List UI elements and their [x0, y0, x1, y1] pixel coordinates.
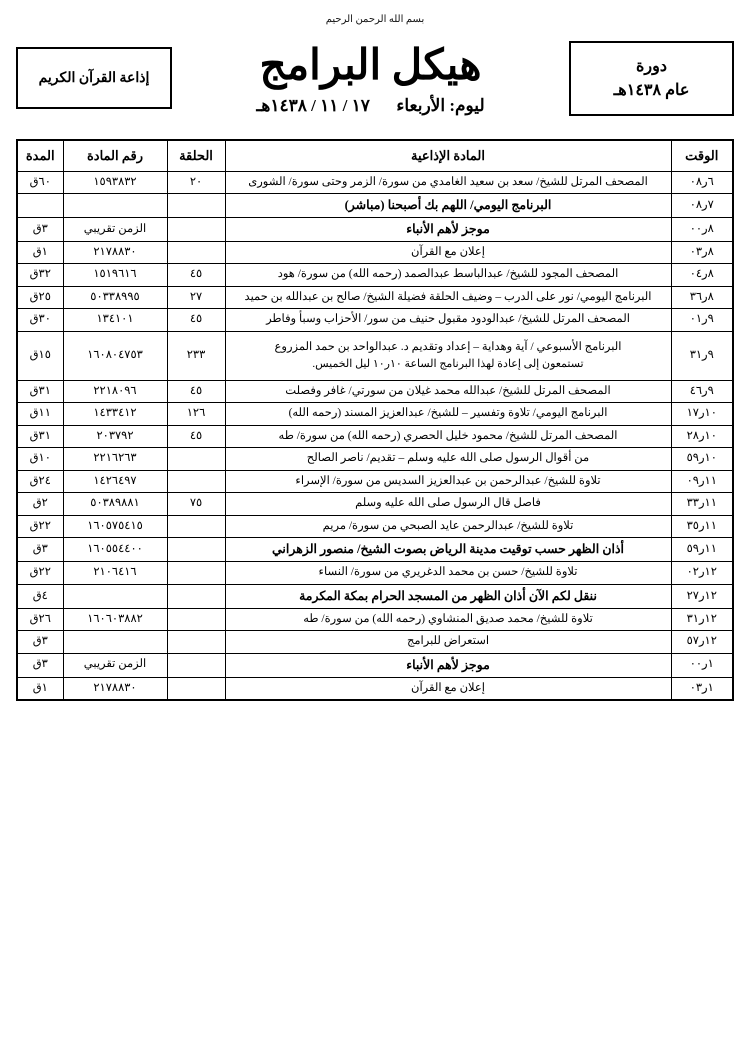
- cell-material-number: ١٦٠٥٥٤٤٠٠: [63, 538, 167, 562]
- cell-episode: ٢٧: [167, 286, 225, 309]
- material-text: المصحف المرتل للشيخ/ عبدالله محمد غيلان من سورتي/ غافر وفصلت: [285, 384, 611, 397]
- cell-material-number: ٢١٧٨٨٣٠: [63, 677, 167, 700]
- table-header-row: [17, 140, 733, 171]
- material-text: البرنامج اليومي/ تلاوة وتفسير – للشيخ/ عبدالعزيز المسند (رحمه الله): [288, 407, 608, 420]
- cell-material: [225, 631, 671, 654]
- cell-duration: ٢٦ق: [17, 608, 63, 631]
- cell-duration: ٣ق: [17, 217, 63, 241]
- material-text: البرنامج الأسبوعي / آية وهداية – إعداد وتقديم د. عبدالواحد بن حمد المزروع: [274, 341, 622, 353]
- cell-episode: [167, 562, 225, 585]
- cell-episode: ٤٥: [167, 425, 225, 448]
- cycle-box-inner: [614, 55, 690, 103]
- cell-material: [225, 403, 671, 426]
- station-name-label: إذاعة القرآن الكريم: [38, 70, 150, 86]
- cell-duration: ٤ق: [17, 584, 63, 608]
- material-text: المصحف المجود للشيخ/ عبدالباسط عبدالصمد (رحمه الله) من سورة/ هود: [277, 268, 619, 281]
- cell-episode: [167, 194, 225, 218]
- cell-material: [225, 653, 671, 677]
- cell-material: [225, 331, 671, 380]
- cell-material: [225, 264, 671, 287]
- schedule-table-body: [17, 171, 733, 700]
- cell-duration: ٣ق: [17, 538, 63, 562]
- material-text: إعلان مع القرآن: [411, 245, 485, 258]
- cell-time: ١١ر٠٩: [671, 470, 733, 493]
- column-header-duration: المدة: [17, 140, 63, 171]
- table-row: [17, 584, 733, 608]
- cell-duration: ٣١ق: [17, 425, 63, 448]
- material-text: موجز لأهم الأنباء: [406, 221, 490, 236]
- cell-duration: ٣ق: [17, 631, 63, 654]
- cell-duration: ٣٢ق: [17, 264, 63, 287]
- cell-episode: [167, 241, 225, 264]
- table-row: [17, 653, 733, 677]
- cell-episode: ١٢٦: [167, 403, 225, 426]
- material-text: البرنامج اليومي/ اللهم بك أصبحنا (مباشر): [344, 198, 552, 213]
- cell-duration: ٢ق: [17, 493, 63, 516]
- cell-material-number: ٢١٧٨٨٣٠: [63, 241, 167, 264]
- cell-episode: [167, 538, 225, 562]
- cell-time: ١٠ر١٧: [671, 403, 733, 426]
- title-block: [172, 31, 569, 129]
- column-header-time: الوقت: [671, 140, 733, 171]
- cycle-year: عام ١٤٣٨هـ: [613, 81, 690, 99]
- table-row: [17, 194, 733, 218]
- table-row: [17, 425, 733, 448]
- cell-episode: [167, 653, 225, 677]
- table-row: [17, 286, 733, 309]
- cell-time: ٦ر٠٨: [671, 171, 733, 194]
- table-row: [17, 380, 733, 403]
- page-title: هيكل البرامج: [259, 42, 482, 89]
- cell-time: ١ر٠٣: [671, 677, 733, 700]
- cell-time: ١١ر٣٣: [671, 493, 733, 516]
- cell-duration: ٦٠ق: [17, 171, 63, 194]
- cell-material: [225, 493, 671, 516]
- material-text: تلاوة للشيخ/ عبدالرحمن بن عبدالعزيز السديس من سورة/ الإسراء: [295, 474, 601, 487]
- table-row: [17, 631, 733, 654]
- cell-episode: [167, 448, 225, 471]
- cell-material: [225, 380, 671, 403]
- material-text: إعلان مع القرآن: [411, 681, 485, 694]
- cell-time: ١٢ر٣١: [671, 608, 733, 631]
- cell-time: ١٠ر٢٨: [671, 425, 733, 448]
- cell-time: ٩ر٤٦: [671, 380, 733, 403]
- cell-material-number: ١٦٠٦٠٣٨٨٢: [63, 608, 167, 631]
- station-name-box: [16, 47, 172, 109]
- cell-time: ١١ر٣٥: [671, 515, 733, 538]
- cell-episode: [167, 470, 225, 493]
- cell-episode: [167, 584, 225, 608]
- material-text: تلاوة للشيخ/ محمد صديق المنشاوي (رحمه الله) من سورة/ طه: [303, 612, 593, 625]
- cell-time: ٧ر٠٨: [671, 194, 733, 218]
- table-row: [17, 677, 733, 700]
- table-row: [17, 538, 733, 562]
- material-text: تلاوة للشيخ/ حسن بن محمد الدغريري من سورة/ النساء: [318, 566, 578, 579]
- cell-material: [225, 448, 671, 471]
- table-row: [17, 493, 733, 516]
- cell-material: [225, 241, 671, 264]
- material-text: ننقل لكم الآن أذان الظهر من المسجد الحرام بمكة المكرمة: [299, 588, 597, 603]
- cell-material: [225, 584, 671, 608]
- material-note: تستمعون إلى إعادة لهذا البرنامج الساعة ١٠ر١٠ ليل الخميس.: [312, 358, 584, 371]
- cell-time: ١٢ر٢٧: [671, 584, 733, 608]
- cell-episode: [167, 631, 225, 654]
- cell-episode: [167, 515, 225, 538]
- cycle-label: دورة: [636, 57, 667, 75]
- cell-duration: ٣ق: [17, 653, 63, 677]
- cell-material-number: [63, 584, 167, 608]
- cell-time: ١٠ر٥٩: [671, 448, 733, 471]
- cell-episode: ٧٥: [167, 493, 225, 516]
- table-row: [17, 403, 733, 426]
- material-text: المصحف المرتل للشيخ/ عبدالودود مقبول حنيف من سور/ الأحزاب وسبأ وفاطر: [266, 313, 630, 326]
- cell-episode: ٢٣٣: [167, 331, 225, 380]
- cell-material-number: ٥٠٣٨٩٨٨١: [63, 493, 167, 516]
- table-row: [17, 309, 733, 332]
- table-row: [17, 562, 733, 585]
- cell-duration: ٣١ق: [17, 380, 63, 403]
- material-text: المصحف المرتل للشيخ/ محمود خليل الحصري (رحمه الله) من سورة/ طه: [278, 429, 618, 442]
- cell-material-number: ٢١٠٦٤١٦: [63, 562, 167, 585]
- cell-material: [225, 608, 671, 631]
- column-header-material-number: رقم المادة: [63, 140, 167, 171]
- cell-duration: ١٥ق: [17, 331, 63, 380]
- material-text: تلاوة للشيخ/ عبدالرحمن عايد الصبحي من سورة/ مريم: [322, 519, 574, 532]
- cell-episode: ٤٥: [167, 309, 225, 332]
- cell-duration: ٢٢ق: [17, 562, 63, 585]
- cell-duration: ٣٠ق: [17, 309, 63, 332]
- cell-material-number: ٢٢١٨٠٩٦: [63, 380, 167, 403]
- cell-time: ٨ر٠٠: [671, 217, 733, 241]
- cell-material: [225, 217, 671, 241]
- cell-material: [225, 309, 671, 332]
- table-row: [17, 241, 733, 264]
- cell-material-number: ١٥٩٣٨٣٢: [63, 171, 167, 194]
- cell-duration: ٢٢ق: [17, 515, 63, 538]
- cell-material-number: ١٦٠٨٠٤٧٥٣: [63, 331, 167, 380]
- cell-duration: ٢٤ق: [17, 470, 63, 493]
- table-row: [17, 217, 733, 241]
- table-row: [17, 608, 733, 631]
- cell-time: ٨ر٣٦: [671, 286, 733, 309]
- column-header-episode: الحلقة: [167, 140, 225, 171]
- cell-material: [225, 286, 671, 309]
- cell-material-number: ١٦٠٥٧٥٤١٥: [63, 515, 167, 538]
- cell-material-number: ١٣٤١٠١: [63, 309, 167, 332]
- cell-material: [225, 515, 671, 538]
- table-row: [17, 331, 733, 380]
- schedule-table: [16, 139, 734, 701]
- cell-time: ٩ر٠١: [671, 309, 733, 332]
- table-row: [17, 470, 733, 493]
- cell-episode: [167, 608, 225, 631]
- cell-material-number: الزمن تقريبي: [63, 217, 167, 241]
- cell-time: ١٢ر٠٢: [671, 562, 733, 585]
- cell-material: [225, 677, 671, 700]
- material-text: البرنامج اليومي/ نور على الدرب – وضيف الحلقة فضيلة الشيخ/ صالح بن عبدالله بن حميد: [244, 290, 652, 303]
- cell-time: ٨ر٠٤: [671, 264, 733, 287]
- cell-material: [225, 425, 671, 448]
- table-row: [17, 448, 733, 471]
- cell-material: [225, 562, 671, 585]
- cell-material: [225, 171, 671, 194]
- cell-material: [225, 194, 671, 218]
- cell-material-number: ٥٠٣٣٨٩٩٥: [63, 286, 167, 309]
- cell-time: ١١ر٥٩: [671, 538, 733, 562]
- material-text: أذان الظهر حسب توقيت مدينة الرياض بصوت الشيخ/ منصور الزهراني: [271, 542, 625, 557]
- material-text: المصحف المرتل للشيخ/ سعد بن سعيد الغامدي من سورة/ الزمر وحتى سورة/ الشورى: [248, 175, 648, 188]
- cell-time: ١٢ر٥٧: [671, 631, 733, 654]
- cell-material-number: ٢٠٣٧٩٢: [63, 425, 167, 448]
- schedule-date-value: ١٧ / ١١ / ١٤٣٨هـ: [256, 96, 370, 116]
- cell-episode: [167, 677, 225, 700]
- cycle-box: [569, 41, 734, 116]
- cell-material: [225, 538, 671, 562]
- table-row: [17, 515, 733, 538]
- cell-material-number: [63, 194, 167, 218]
- cell-time: ٩ر٣١: [671, 331, 733, 380]
- schedule-day-label: ليوم: الأربعاء: [396, 96, 485, 116]
- cell-duration: ١١ق: [17, 403, 63, 426]
- cell-episode: ٤٥: [167, 380, 225, 403]
- cell-material-number: ٢٢١٦٢٦٣: [63, 448, 167, 471]
- cell-duration: ١ق: [17, 677, 63, 700]
- table-row: [17, 264, 733, 287]
- cell-material-number: ١٥١٩٦١٦: [63, 264, 167, 287]
- cell-material: [225, 470, 671, 493]
- column-header-material: المادة الإذاعية: [225, 140, 671, 171]
- document-header: [16, 31, 734, 129]
- material-text: استعراض للبرامج: [406, 635, 490, 648]
- cell-duration: ١ق: [17, 241, 63, 264]
- schedule-date-line: [256, 96, 484, 116]
- cell-duration: ٢٥ق: [17, 286, 63, 309]
- material-text: فاصل قال الرسول صلى الله عليه وسلم: [355, 497, 541, 510]
- cell-episode: ٢٠: [167, 171, 225, 194]
- material-text: موجز لأهم الأنباء: [406, 657, 490, 672]
- cell-episode: [167, 217, 225, 241]
- table-row: [17, 171, 733, 194]
- cell-material-number: ١٤٢٦٤٩٧: [63, 470, 167, 493]
- cell-duration: [17, 194, 63, 218]
- cell-duration: ١٠ق: [17, 448, 63, 471]
- cell-time: ٨ر٠٣: [671, 241, 733, 264]
- cell-material-number: ١٤٣٣٤١٢: [63, 403, 167, 426]
- cell-material-number: [63, 631, 167, 654]
- cell-episode: ٤٥: [167, 264, 225, 287]
- basmala-text: بسم الله الرحمن الرحيم: [325, 14, 425, 25]
- cell-material-number: الزمن تقريبي: [63, 653, 167, 677]
- material-text: من أقوال الرسول صلى الله عليه وسلم – تقديم/ ناصر الصالح: [306, 452, 590, 465]
- cell-time: ١ر٠٠: [671, 653, 733, 677]
